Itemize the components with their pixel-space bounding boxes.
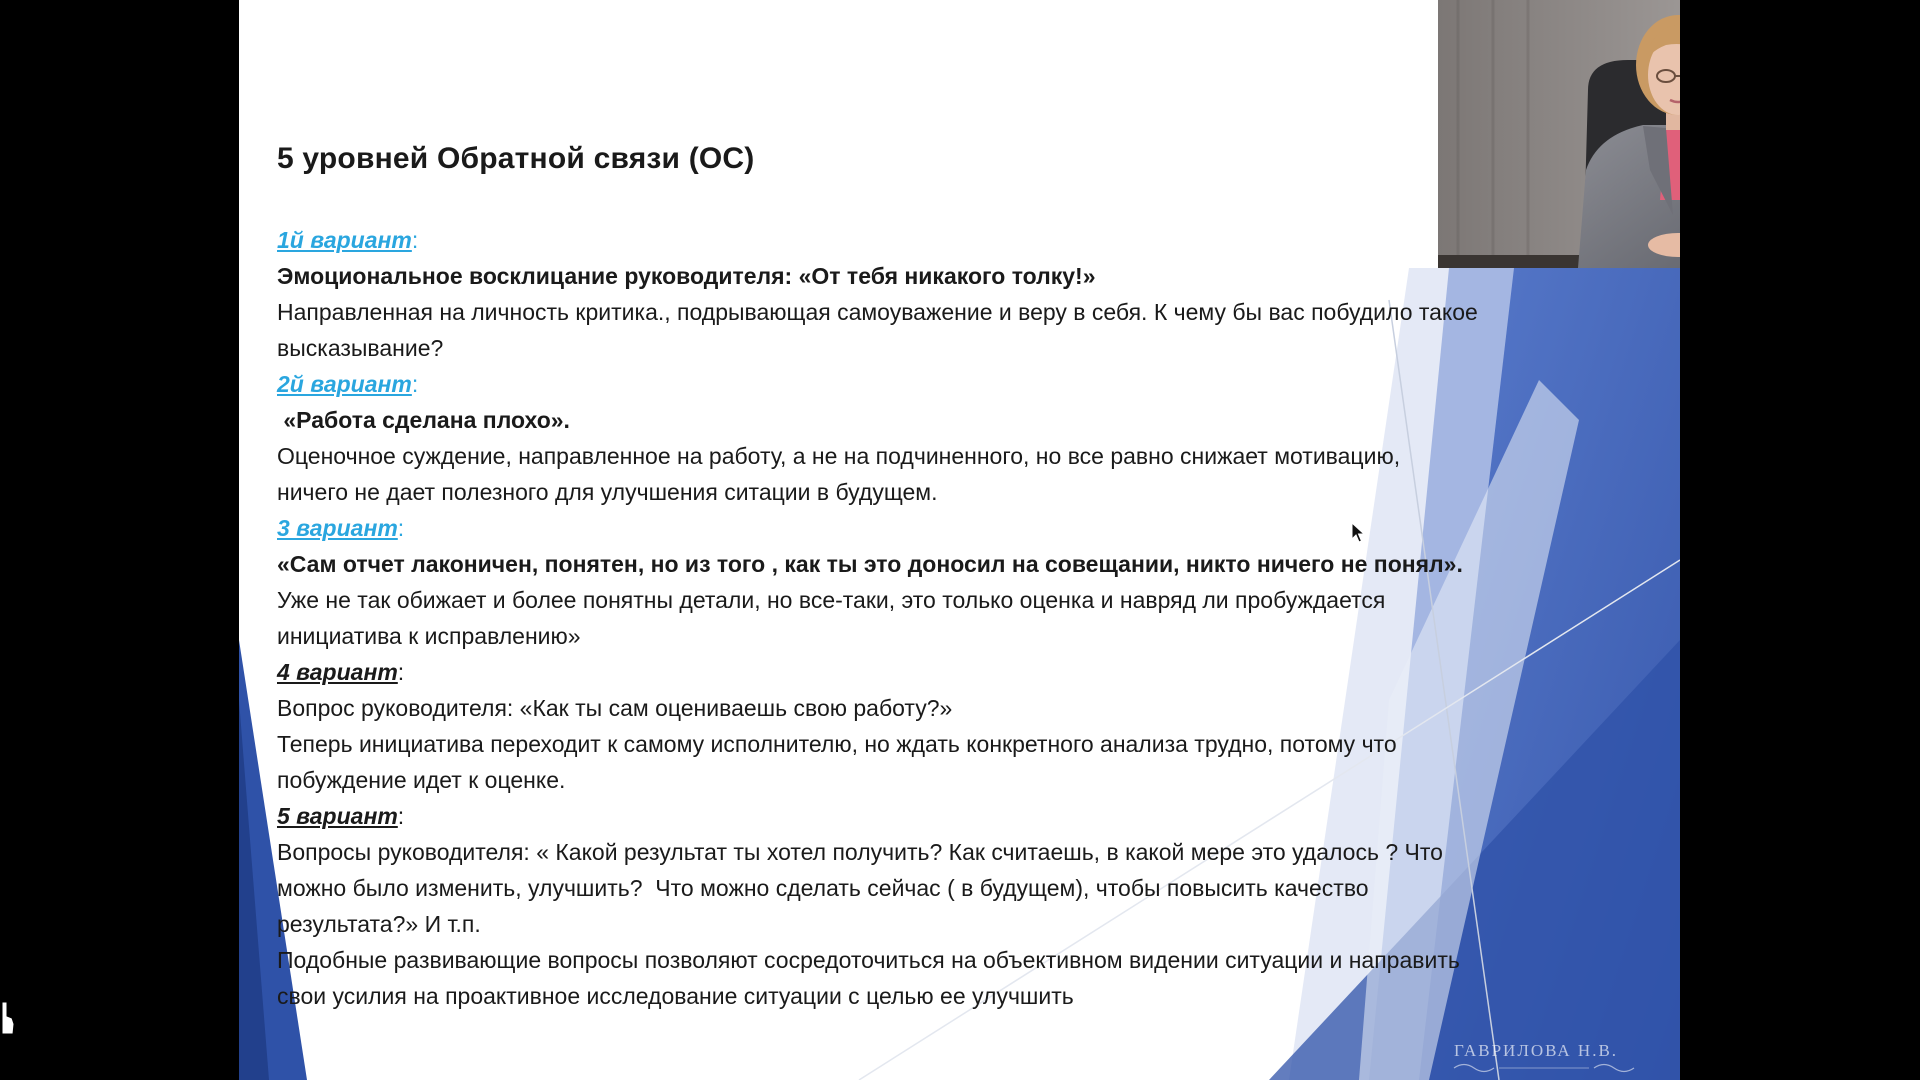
variant-3-label: 3 вариант <box>277 515 398 541</box>
variant-5-question-line-3: результата?» И т.п. <box>277 911 481 937</box>
variant-4-heading <box>277 654 1677 690</box>
variant-1-desc-line-2: высказывание? <box>277 335 444 361</box>
variant-4-colon: : <box>397 659 405 685</box>
author-watermark: ГАВРИЛОВА Н.В. <box>1454 1041 1619 1060</box>
mouse-pointer-icon <box>1351 522 1365 544</box>
variant-4-desc-line-1: Теперь инициатива переходит к самому исполнителю, но ждать конкретного анализа трудно, потому что <box>277 731 1397 757</box>
variant-5-colon: : <box>397 803 405 829</box>
watermark-ornament <box>1449 1061 1639 1075</box>
variant-3-heading <box>277 510 1677 546</box>
variant-2-quote: «Работа сделана плохо». <box>277 407 570 433</box>
presenter-webcam <box>1438 0 1680 268</box>
variant-2-desc-line-2: ничего не дает полезного для улучшения ситации в будущем. <box>277 479 938 505</box>
variant-1-colon: : <box>411 227 419 253</box>
variant-4-quote: Вопрос руководителя: «Как ты сам оцениваешь свою работу?» <box>277 695 953 721</box>
variant-3-quote: «Сам отчет лаконичен, понятен, но из того , как ты это доносил на совещании, никто ничего не понял». <box>277 551 1463 577</box>
presentation-slide <box>239 0 1680 1080</box>
variant-4-label: 4 вариант <box>277 659 398 685</box>
variant-2-heading <box>277 366 1677 402</box>
variant-5-question-line-2: можно было изменить, улучшить? Что можно сделать сейчас ( в будущем), чтобы повысить качество <box>277 875 1369 901</box>
variant-2-desc-line-1: Оценочное суждение, направленное на работу, а не на подчиненного, но все равно снижает мотивацию, <box>277 443 1401 469</box>
slide-content <box>277 222 1677 1014</box>
variant-5-question-line-1: Вопросы руководителя: « Какой результат ты хотел получить? Как считаешь, в какой мере это удалось ? Что <box>277 839 1443 865</box>
variant-3-desc-line-1: Уже не так обижает и более понятны детали, но все-таки, это только оценка и навряд ли пробуждается <box>277 587 1386 613</box>
variant-4-desc-line-2: побуждение идет к оценке. <box>277 767 566 793</box>
hand-cursor-icon <box>0 1000 16 1036</box>
variant-5-label: 5 вариант <box>277 803 398 829</box>
variant-2-label: 2й вариант <box>277 371 412 397</box>
variant-1-label: 1й вариант <box>277 227 412 253</box>
variant-1-quote: Эмоциональное восклицание руководителя: «От тебя никакого толку!» <box>277 263 1096 289</box>
variant-1-desc-line-1: Направленная на личность критика., подрывающая самоуважение и веру в себя. К чему бы вас побудило такое <box>277 299 1478 325</box>
variant-5-heading <box>277 798 1677 834</box>
variant-3-desc-line-2: инициатива к исправлению» <box>277 623 581 649</box>
variant-3-colon: : <box>397 515 405 541</box>
variant-2-colon: : <box>411 371 419 397</box>
variant-5-desc-line-1: Подобные развивающие вопросы позволяют сосредоточиться на объективном видении ситуации и направить <box>277 947 1460 973</box>
variant-5-desc-line-2: свои усилия на проактивное исследование ситуации с целью ее улучшить <box>277 983 1074 1009</box>
presenter-video-frame <box>1438 0 1680 268</box>
slide-title: 5 уровней Обратной связи (ОС) <box>277 142 755 175</box>
